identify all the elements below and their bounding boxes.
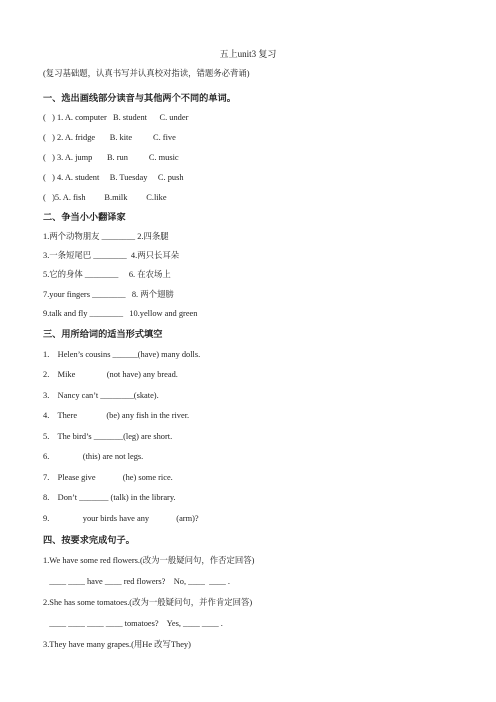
translation-line: 3.一条短尾巴 ________ 4.两只长耳朵 (43, 251, 180, 260)
translation-line: 1.两个动物朋友 ________ 2.四条腿 (43, 232, 169, 241)
fill-blank-line: 7. Please give (he) some rice. (43, 473, 173, 482)
fill-blank-line: 5. The bird’s _______(leg) are short. (43, 432, 173, 441)
page-title: 五上unit3 复习 (219, 49, 277, 59)
question-line: ( ) 4. A. student B. Tuesday C. push (43, 173, 184, 182)
answer-line: ____ ____ ____ ____ tomatoes? Yes, ____ ____ . (43, 619, 223, 628)
question-line: ( ) 2. A. fridge B. kite C. five (43, 133, 176, 142)
fill-blank-line: 8. Don’t _______ (talk) in the library. (43, 493, 176, 502)
question-line: ( )5. A. fish B.milk C.like (43, 193, 167, 202)
section-1-heading: 一、选出画线部分读音与其他两个不同的单词。 (43, 93, 236, 103)
section-2-heading: 二、争当小小翻译家 (43, 212, 126, 222)
sentence-task-line: 2.She has some tomatoes.(改为一般疑问句，并作肯定回答) (43, 598, 253, 607)
translation-line: 7.your fingers ________ 8. 两个翅膀 (43, 290, 174, 299)
question-line: ( ) 1. A. computer B. student C. under (43, 113, 189, 122)
sentence-task-line: 3.They have many grapes.(用He 改写They) (43, 640, 191, 649)
translation-line: 5.它的身体 ________ 6. 在农场上 (43, 270, 171, 279)
section-4-heading: 四、按要求完成句子。 (43, 535, 135, 545)
translation-line: 9.talk and fly ________ 10.yellow and green (43, 309, 198, 318)
sentence-task-line: 1.We have some red flowers.(改为一般疑问句，作否定回答) (43, 556, 255, 565)
question-line: ( ) 3. A. jump B. run C. music (43, 153, 179, 162)
intro-note: (复习基础题，认真书写并认真校对指读，错题务必背诵) (43, 69, 250, 78)
section-3-heading: 三、用所给词的适当形式填空 (43, 329, 163, 339)
fill-blank-line: 1. Helen’s cousins ______(have) many dolls. (43, 350, 201, 359)
answer-line: ____ ____ have ____ red flowers? No, ____ ____ . (43, 577, 231, 586)
fill-blank-line: 3. Nancy can’t ________(skate). (43, 391, 159, 400)
fill-blank-line: 2. Mike (not have) any bread. (43, 370, 178, 379)
fill-blank-line: 6. (this) are not legs. (43, 452, 144, 461)
fill-blank-line: 9. your birds have any (arm)? (43, 514, 199, 523)
fill-blank-line: 4. There (be) any fish in the river. (43, 411, 190, 420)
